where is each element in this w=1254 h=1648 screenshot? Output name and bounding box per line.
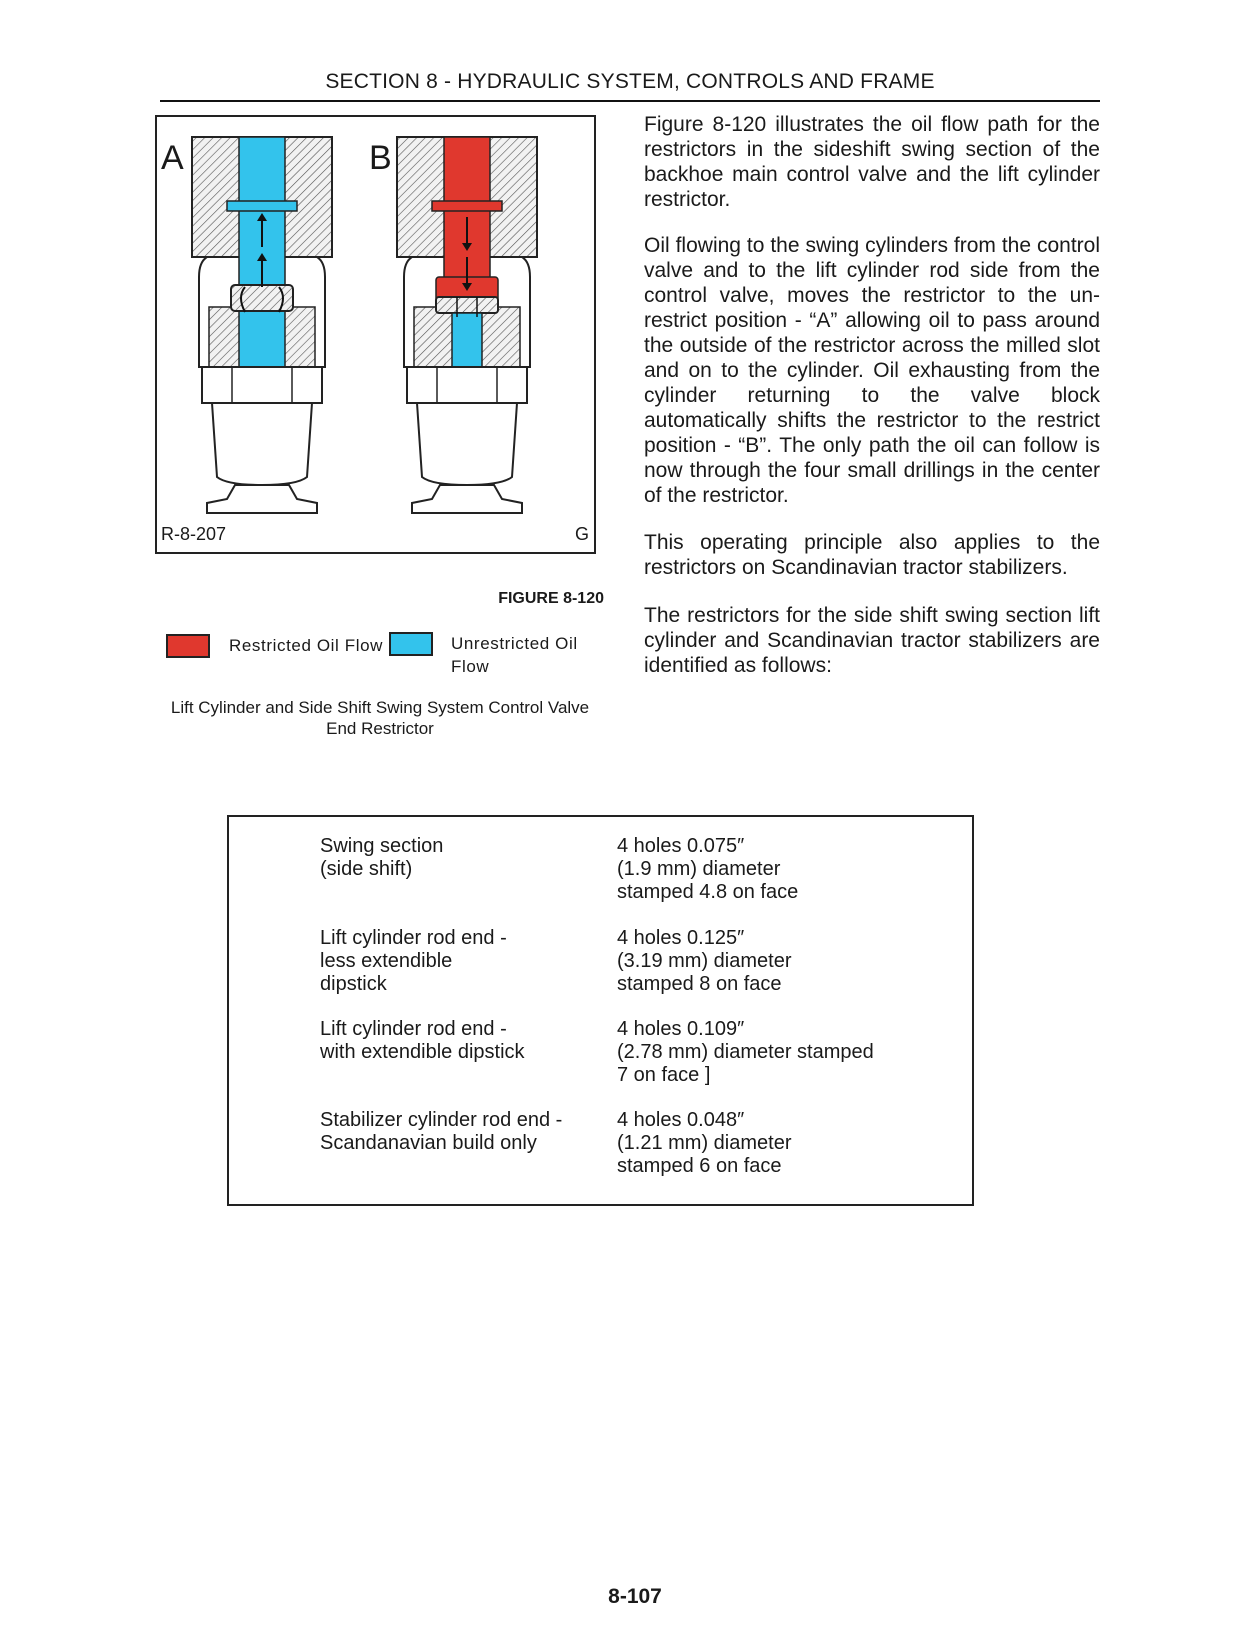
assembly-b bbox=[397, 137, 537, 513]
row-item: Stabilizer cylinder rod end - Scandanavian build only bbox=[320, 1109, 563, 1154]
page-header: SECTION 8 - HYDRAULIC SYSTEM, CONTROLS AND FRAME bbox=[325, 70, 935, 93]
restrictor-spec-table bbox=[227, 815, 974, 1206]
figure-label-a: A bbox=[161, 139, 184, 177]
figure-illustration bbox=[155, 115, 596, 554]
paragraph-1: Figure 8-120 illustrates the oil flow path for the restrictors in the sideshift swing section of the backhoe main control valve and the lift cylinder restrictor. bbox=[644, 113, 1100, 211]
row-item: Swing section (side shift) bbox=[320, 835, 444, 880]
legend-label-unrestricted: Unrestricted Oil Flow bbox=[451, 634, 578, 676]
page-number: 8-107 bbox=[608, 1585, 662, 1608]
legend-label-restricted: Restricted Oil Flow bbox=[229, 636, 384, 655]
paragraph-2: Oil flowing to the swing cylinders from the control valve and to the lift cylinder rod side from the control valve, moves the restrictor to the un-restrict position - “A” allowing oil to pass around the outside of the restrictor across the milled slot and on to the cylinder. Oil exhausting from the cylinder returning to the valve block automatically shifts the restrictor to the restrict position - “B”. The only path the oil can follow is now through the four small drillings in the center of the restrictor. bbox=[644, 234, 1100, 507]
row-item: Lift cylinder rod end - less extendible dipstick bbox=[320, 927, 507, 995]
assembly-a bbox=[192, 137, 332, 513]
figure-code: R-8-207 bbox=[161, 524, 227, 544]
legend-swatch-unrestricted bbox=[389, 632, 433, 656]
figure-label-b: B bbox=[369, 139, 392, 177]
legend-swatch-restricted bbox=[166, 634, 210, 658]
paragraph-3: This operating principle also applies to the restrictors on Scandinavian tractor stabilizers. bbox=[644, 531, 1100, 579]
row-item: Lift cylinder rod end - with extendible dipstick bbox=[320, 1018, 525, 1063]
row-spec: 4 holes 0.125″ (3.19 mm) diameter stamped 8 on face bbox=[617, 927, 792, 995]
row-spec: 4 holes 0.109″ (2.78 mm) diameter stamped 7 on face ] bbox=[617, 1018, 874, 1086]
row-spec: 4 holes 0.075″ (1.9 mm) diameter stamped 4.8 on face bbox=[617, 835, 799, 903]
paragraph-4: The restrictors for the side shift swing section lift cylinder and Scandinavian tractor stabilizers are identified as follows: bbox=[644, 604, 1100, 677]
row-spec: 4 holes 0.048″ (1.21 mm) diameter stamped 6 on face bbox=[617, 1109, 792, 1177]
restrictor-cutaway-drawing bbox=[157, 117, 594, 552]
figure-title: Lift Cylinder and Side Shift Swing System Control Valve End Restrictor bbox=[170, 698, 590, 738]
figure-number: FIGURE 8-120 bbox=[498, 590, 604, 607]
header-rule bbox=[160, 100, 1100, 102]
figure-code-suffix: G bbox=[575, 524, 590, 544]
